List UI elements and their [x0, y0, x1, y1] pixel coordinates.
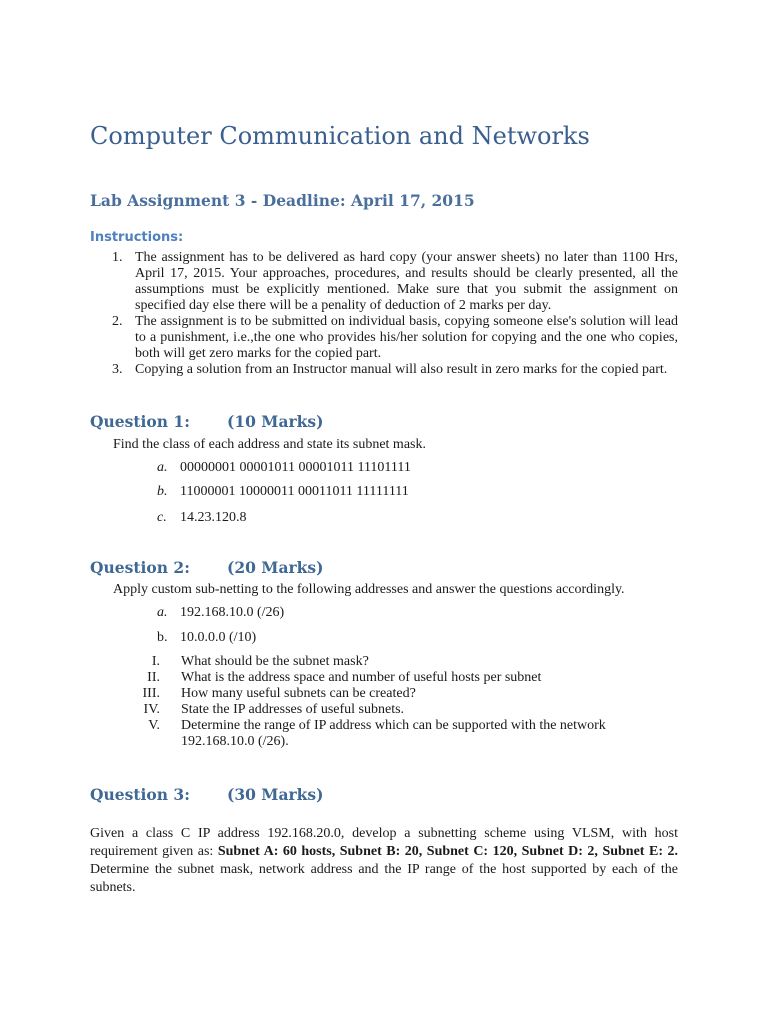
subquestion-text: What should be the subnet mask? [181, 654, 369, 669]
question-3-heading [90, 785, 324, 804]
subquestion-text: How many useful subnets can be created? [181, 686, 416, 701]
subquestion-text: State the IP addresses of useful subnets. [181, 702, 405, 717]
item-label: b. [157, 630, 168, 645]
subquestion-number: IV. [143, 702, 160, 717]
item-value: 192.168.10.0 (/26) [180, 605, 285, 620]
subquestion-number: V. [148, 718, 160, 733]
subquestion-text: Determine the range of IP address which can be supported with the network 192.168.10.0 (/26). [181, 718, 606, 749]
question-1-heading [90, 412, 324, 431]
subquestion-text: What is the address space and number of useful hosts per subnet [181, 670, 542, 685]
item-label: b. [157, 484, 168, 499]
instruction-text: Copying a solution from an Instructor manual will also result in zero marks for the copied part. [135, 362, 668, 377]
item-value: 11000001 10000011 00011011 11111111 [180, 484, 409, 499]
item-label: a. [157, 460, 168, 475]
subquestion-item [130, 670, 680, 686]
question-2-subquestions [130, 654, 680, 750]
document-title: Computer Communication and Networks [90, 122, 590, 150]
subquestion-item [130, 686, 680, 702]
instruction-number: 2. [112, 314, 123, 329]
question-3-rest: Determine the subnet mask, network address and the IP range of the host supported by each of the subnets. [90, 862, 678, 895]
subquestion-number: II. [147, 670, 160, 685]
subquestion-number: III. [142, 686, 160, 701]
question-2-marks: (20 Marks) [227, 558, 324, 577]
item-label: a. [157, 605, 168, 620]
assignment-subtitle: Lab Assignment 3 - Deadline: April 17, 2015 [90, 191, 475, 210]
question-3-body [90, 825, 678, 897]
instruction-number: 3. [112, 362, 123, 377]
subquestion-item [130, 654, 680, 670]
item-value: 10.0.0.0 (/10) [180, 630, 257, 645]
instructions-list [90, 250, 678, 378]
question-3-label: Question 3: [90, 785, 190, 804]
question-2-label: Question 2: [90, 558, 190, 577]
question-3-requirements: Subnet A: 60 hosts, Subnet B: 20, Subnet C: 120, Subnet D: 2, Subnet E: 2. [217, 844, 678, 859]
question-3-marks: (30 Marks) [227, 785, 324, 804]
instruction-text: The assignment is to be submitted on individual basis, copying someone else's solution will lead to a punishment, i.e.,the one who provides his/her solution for copying and the one who copies, both will get zero marks for the copied part. [135, 314, 678, 361]
question-1-marks: (10 Marks) [227, 412, 324, 431]
question-2-prompt: Apply custom sub-netting to the following addresses and answer the questions accordingly. [113, 582, 625, 597]
instruction-number: 1. [112, 250, 123, 265]
question-3-intro: Given a class C IP address 192.168.20.0, develop a subnetting scheme using VLSM, with host requirement given as: [90, 826, 678, 859]
question-1-prompt: Find the class of each address and state its subnet mask. [113, 437, 426, 452]
instruction-item [90, 314, 678, 362]
subquestion-number: I. [151, 654, 160, 669]
instruction-item [90, 250, 678, 314]
item-value: 14.23.120.8 [180, 510, 247, 525]
subquestion-item [130, 718, 680, 750]
question-2-heading [90, 558, 324, 577]
item-label: c. [157, 510, 167, 525]
item-value: 00000001 00001011 00001011 11101111 [180, 460, 411, 475]
instructions-heading: Instructions: [90, 230, 184, 245]
instruction-item [90, 362, 678, 378]
subquestion-item [130, 702, 680, 718]
instruction-text: The assignment has to be delivered as hard copy (your answer sheets) no later than 1100 Hrs, April 17, 2015. Your approaches, procedures, and results should be clearly presented, all the assumptions must be explicitly mentioned. Make sure that you submit the assignment on specified day else there will be a penality of deduction of 2 marks per day. [135, 250, 678, 313]
question-1-label: Question 1: [90, 412, 190, 431]
